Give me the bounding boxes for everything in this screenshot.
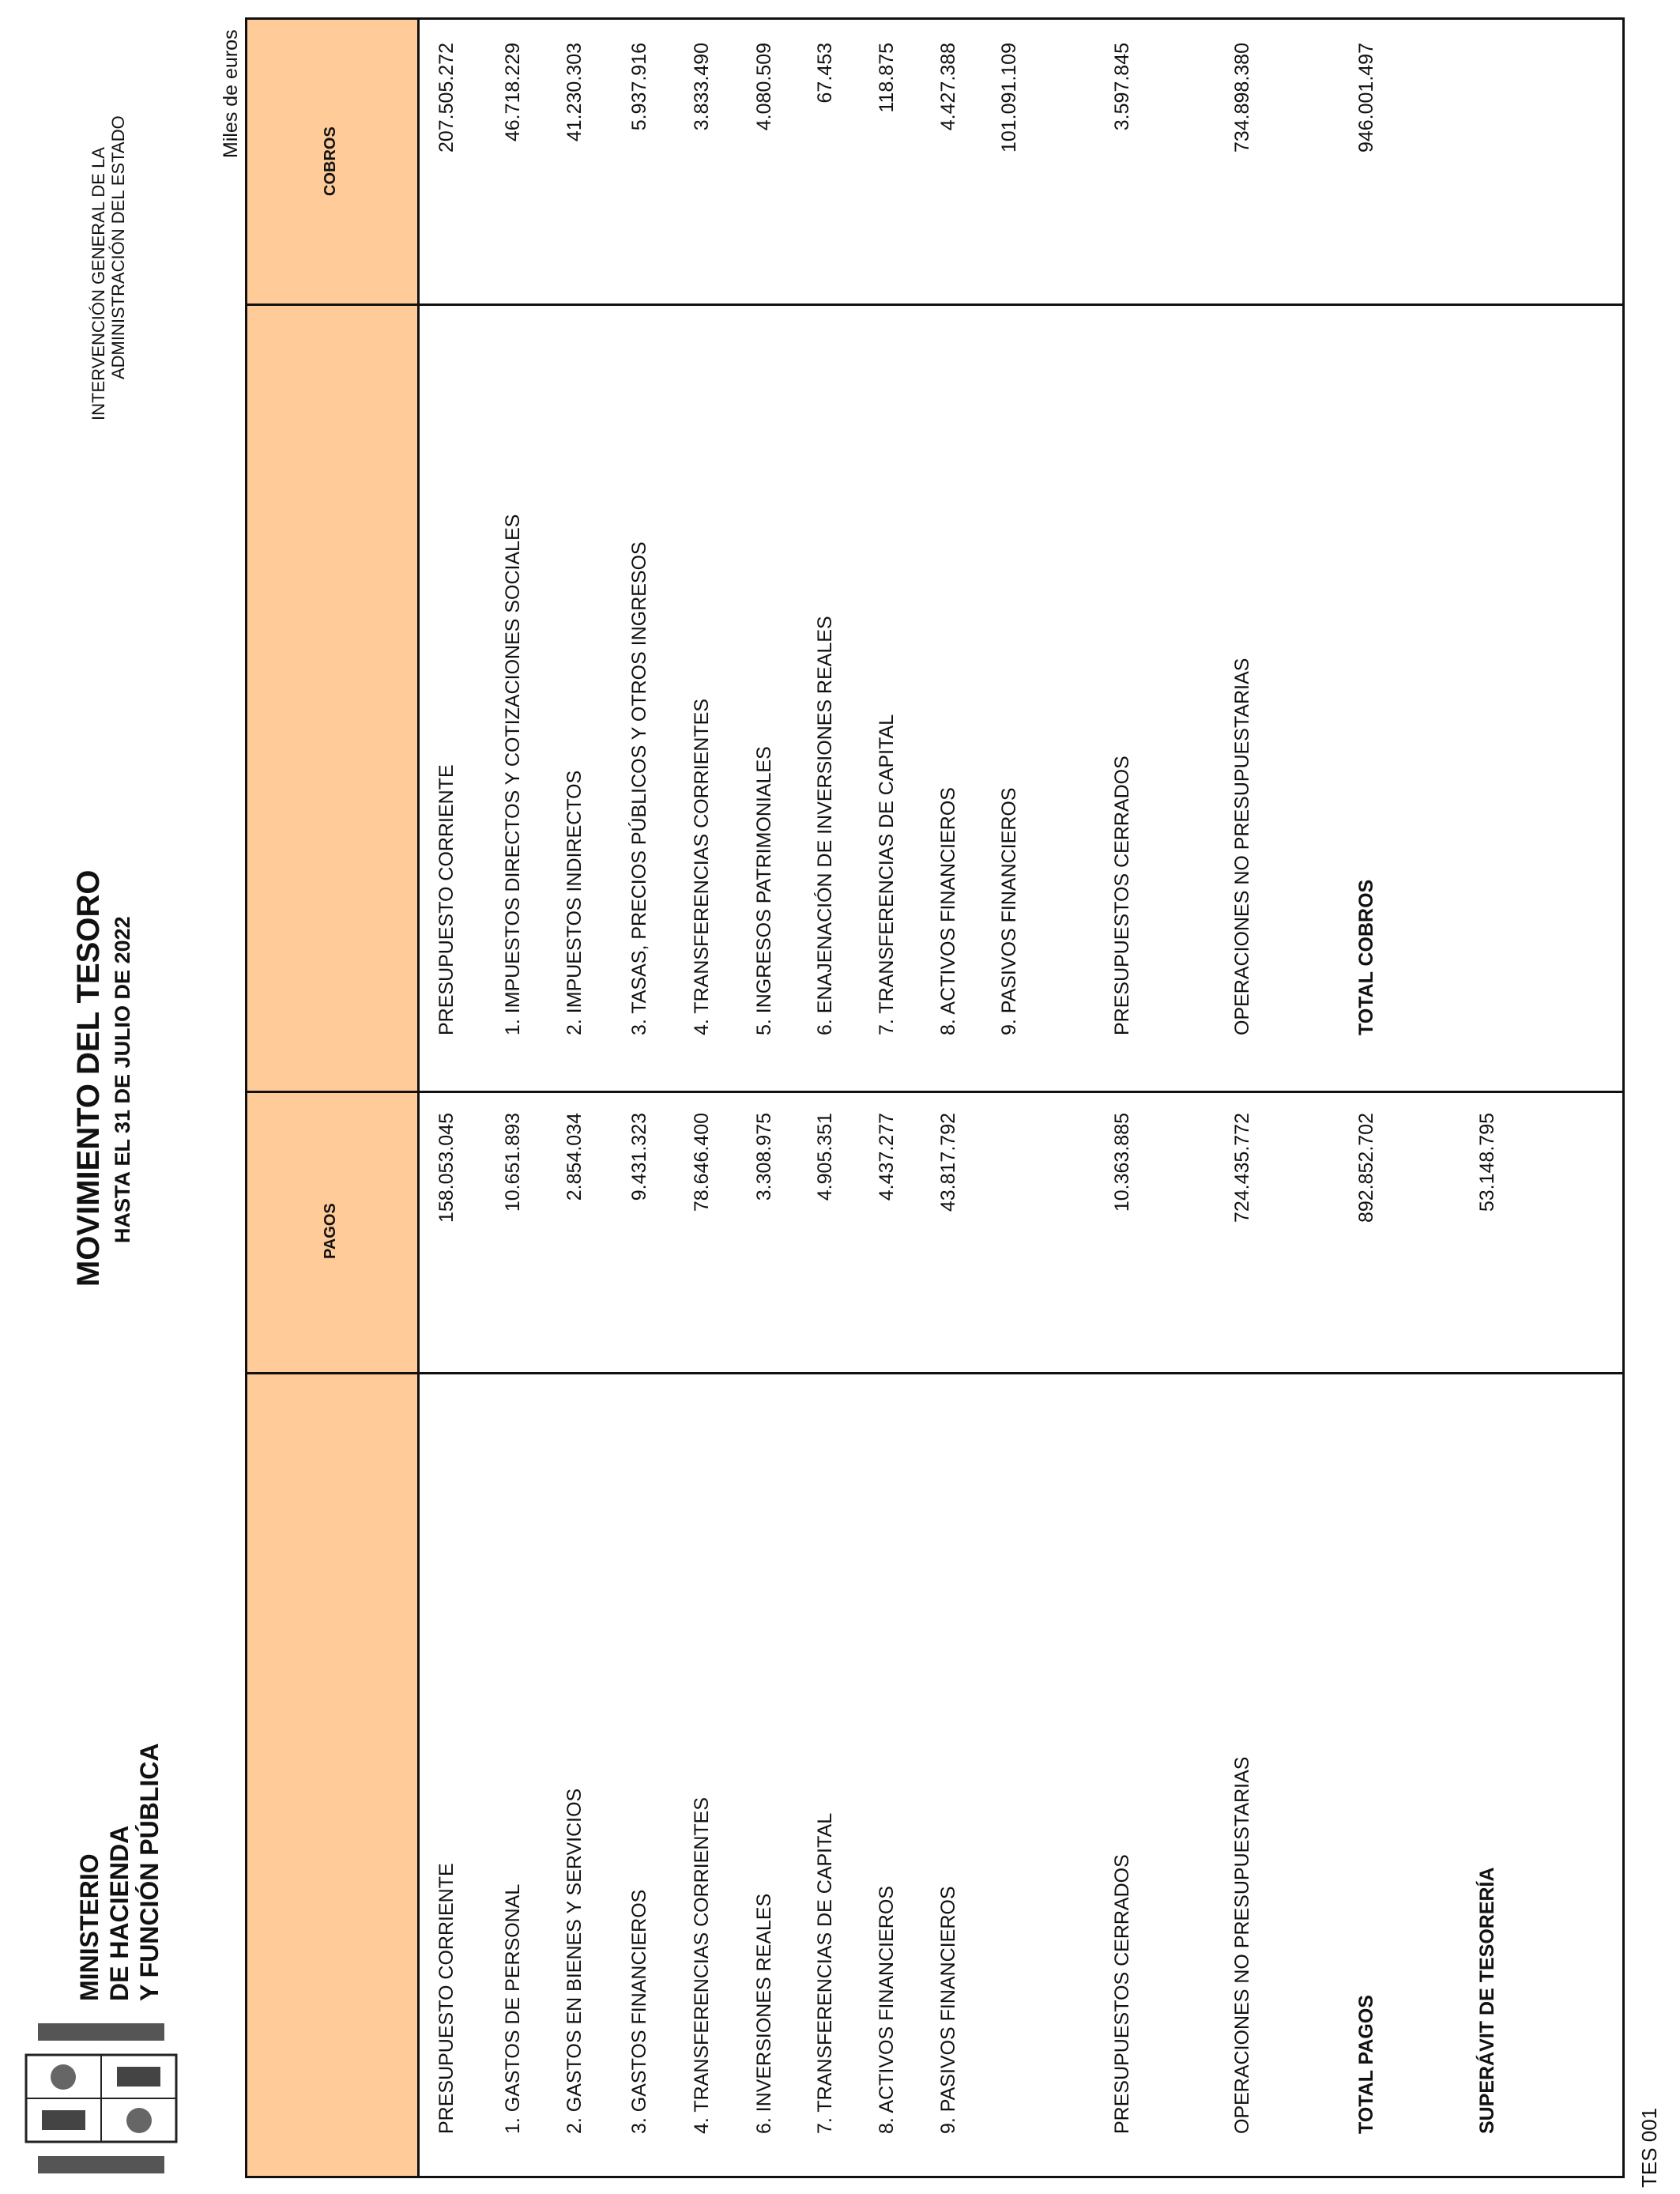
pagos-label: PRESUPUESTO CORRIENTE: [435, 1863, 458, 2134]
cobros-label: 6. ENAJENACIÓN DE INVERSIONES REALES: [814, 616, 836, 1035]
cobros-label: 2. IMPUESTOS INDIRECTOS: [563, 770, 586, 1035]
pagos-label: 4. TRANSFERENCIAS CORRIENTES: [691, 1796, 713, 2134]
pagos-value: 724.435.772: [1231, 1113, 1253, 1223]
cobros-label: 9. PASIVOS FINANCIEROS: [998, 787, 1020, 1035]
cobros-label: OPERACIONES NO PRESUPUESTARIAS: [1231, 658, 1253, 1035]
cobros-label: 3. TASAS, PRECIOS PÚBLICOS Y OTROS INGRESOS: [628, 541, 650, 1035]
pagos-value: 78.646.400: [691, 1113, 713, 1212]
pagos-label: 2. GASTOS EN BIENES Y SERVICIOS: [563, 1788, 586, 2134]
pagos-value: 9.431.323: [628, 1113, 650, 1201]
pagos-value: 3.308.975: [753, 1113, 775, 1201]
coat-of-arms-icon: [14, 2019, 188, 2177]
cobros-value: 118.875: [876, 43, 898, 113]
header-cobros: COBROS: [322, 126, 339, 196]
cobros-value: 101.091.109: [998, 43, 1020, 153]
cobros-value: 4.080.509: [753, 43, 775, 131]
pagos-value: 4.905.351: [814, 1113, 836, 1201]
pagos-total-value: 892.852.702: [1355, 1113, 1377, 1223]
treasury-table: [245, 17, 1625, 2178]
cobros-total-label: TOTAL COBROS: [1355, 879, 1377, 1035]
issuer-line2: ADMINISTRACIÓN DEL ESTADO: [108, 115, 128, 379]
cobros-label: 4. TRANSFERENCIAS CORRIENTES: [691, 698, 713, 1035]
pagos-label: 9. PASIVOS FINANCIEROS: [937, 1886, 959, 2134]
column-divider-2: [245, 1091, 1625, 1093]
header-divider: [417, 17, 420, 2178]
cobros-value: 41.230.303: [563, 43, 586, 142]
pagos-label: 1. GASTOS DE PERSONAL: [502, 1883, 524, 2134]
cobros-total-value: 946.001.497: [1355, 43, 1377, 153]
header-pagos: PAGOS: [322, 1203, 339, 1259]
pagos-label: 3. GASTOS FINANCIEROS: [628, 1889, 650, 2134]
cobros-value: 46.718.229: [502, 43, 524, 142]
cobros-label: PRESUPUESTO CORRIENTE: [435, 764, 458, 1035]
pagos-value: 10.363.885: [1111, 1113, 1133, 1212]
pagos-label: 8. ACTIVOS FINANCIEROS: [876, 1886, 898, 2134]
pagos-value: 4.437.277: [876, 1113, 898, 1201]
issuer-line1: INTERVENCIÓN GENERAL DE LA: [89, 147, 108, 420]
cobros-value: 5.937.916: [628, 43, 650, 131]
cobros-value: 3.833.490: [691, 43, 713, 131]
column-divider-1: [245, 1372, 1625, 1374]
superavit-value: 53.148.795: [1476, 1113, 1498, 1212]
pagos-value: 10.651.893: [502, 1113, 524, 1212]
pagos-label: OPERACIONES NO PRESUPUESTARIAS: [1231, 1756, 1253, 2134]
pagos-value: 2.854.034: [563, 1113, 586, 1201]
cobros-value: 734.898.380: [1231, 43, 1253, 153]
pagos-label: 6. INVERSIONES REALES: [753, 1893, 775, 2134]
cobros-value: 67.453: [814, 43, 836, 104]
pagos-total-label: TOTAL PAGOS: [1355, 1995, 1377, 2134]
pagos-label: PRESUPUESTOS CERRADOS: [1111, 1854, 1133, 2134]
superavit-label: SUPERÁVIT DE TESORERÍA: [1476, 1867, 1498, 2134]
cobros-value: 207.505.272: [435, 43, 458, 153]
cobros-label: 1. IMPUESTOS DIRECTOS Y COTIZACIONES SOCIALES: [502, 514, 524, 1035]
ministry-line3: Y FUNCIÓN PÚBLICA: [135, 1743, 164, 2001]
cobros-label: 8. ACTIVOS FINANCIEROS: [937, 787, 959, 1035]
cobros-value: 3.597.845: [1111, 43, 1133, 131]
cobros-label: 7. TRANSFERENCIAS DE CAPITAL: [876, 714, 898, 1035]
cobros-value: 4.427.388: [937, 43, 959, 131]
cobros-label: PRESUPUESTOS CERRADOS: [1111, 756, 1133, 1035]
ministry-line1: MINISTERIO: [75, 1853, 104, 2001]
pagos-value: 158.053.045: [435, 1113, 458, 1223]
header-band-pagos-labels: [247, 1372, 417, 2176]
column-divider-3: [245, 303, 1625, 306]
header-band-cobros-labels: [247, 303, 417, 1091]
cobros-label: 5. INGRESOS PATRIMONIALES: [753, 746, 775, 1035]
report-subtitle: HASTA EL 31 DE JULIO DE 2022: [111, 916, 134, 1243]
units-label: Miles de euros: [220, 29, 242, 158]
page-code: TES 001: [1637, 2107, 1661, 2188]
report-title: MOVIMIENTO DEL TESORO: [71, 869, 106, 1287]
ministry-line2: DE HACIENDA: [105, 1825, 134, 2001]
pagos-label: 7. TRANSFERENCIAS DE CAPITAL: [814, 1812, 836, 2134]
pagos-value: 43.817.792: [937, 1113, 959, 1212]
